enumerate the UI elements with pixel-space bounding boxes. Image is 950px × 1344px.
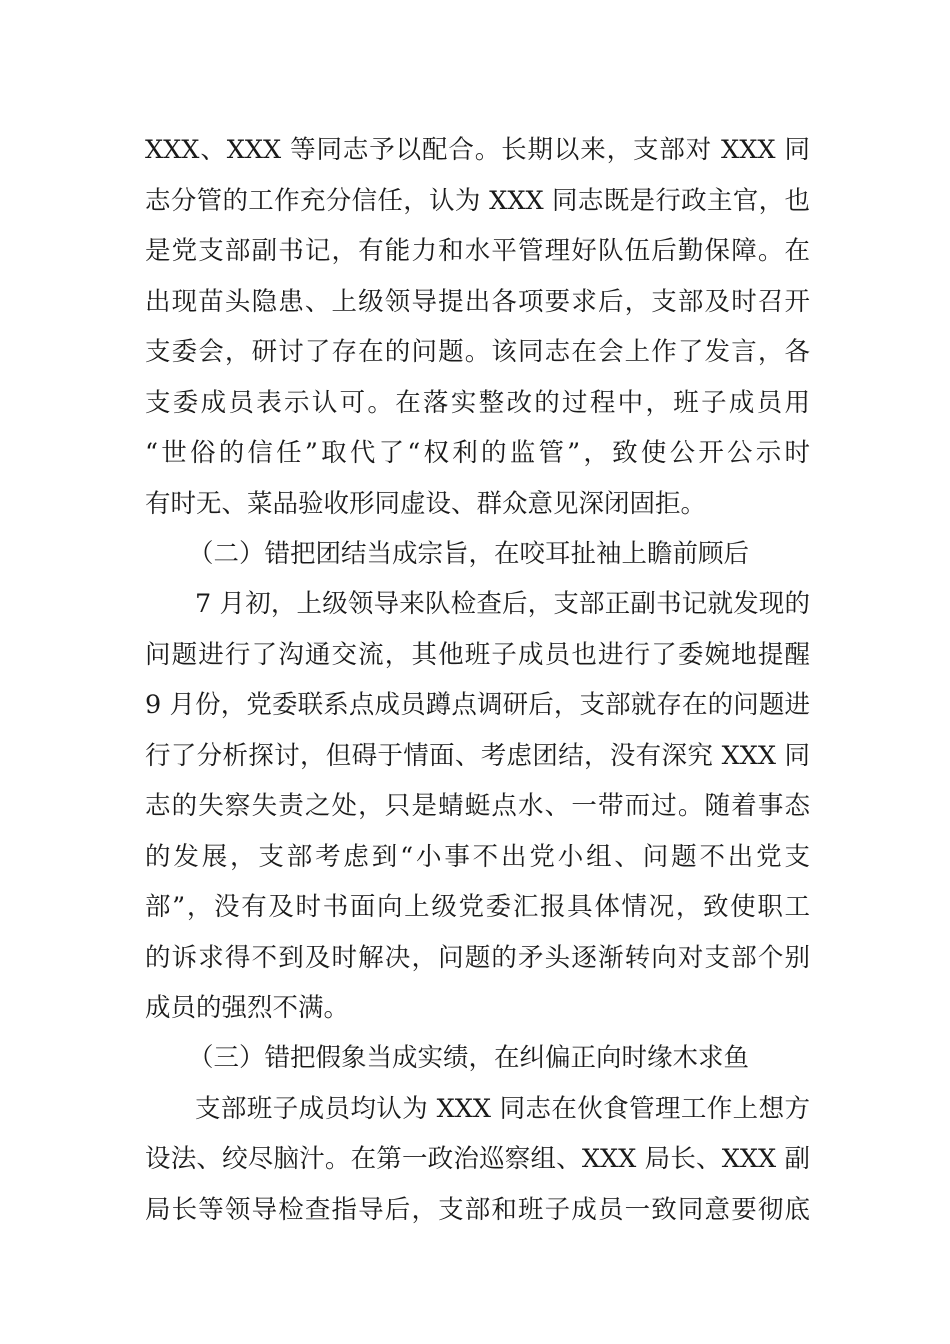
paragraph-line: 9 月份，党委联系点成员蹲点调研后，支部就存在的问题进 bbox=[145, 690, 810, 720]
paragraph-line: 志的失察失责之处，只是蜻蜓点水、一带而过。随着事态 bbox=[145, 791, 810, 821]
paragraph-line: 是党支部副书记，有能力和水平管理好队伍后勤保障。在 bbox=[145, 236, 810, 266]
paragraph-line: 的诉求得不到及时解决，问题的矛头逐渐转向对支部个别 bbox=[145, 943, 810, 973]
paragraph-line: 有时无、菜品验收形同虚设、群众意见深闭固拒。 bbox=[145, 489, 707, 519]
paragraph-line: 部”，没有及时书面向上级党委汇报具体情况，致使职工 bbox=[145, 892, 810, 922]
paragraph-line: 行了分析探讨，但碍于情面、考虑团结，没有深究 XXX 同 bbox=[145, 741, 810, 771]
paragraph-line: 支部班子成员均认为 XXX 同志在伙食管理工作上想方 bbox=[195, 1094, 810, 1124]
paragraph-line: 局长等领导检查指导后，支部和班子成员一致同意要彻底 bbox=[145, 1195, 810, 1225]
paragraph-line: 设法、绞尽脑汁。在第一政治巡察组、XXX 局长、XXX 副 bbox=[145, 1144, 810, 1174]
paragraph-line: 支委会，研讨了存在的问题。该同志在会上作了发言，各 bbox=[145, 337, 810, 367]
section-heading-3: （三）错把假象当成实绩，在纠偏正向时缘木求鱼 bbox=[188, 1043, 750, 1073]
paragraph-line: XXX、XXX 等同志予以配合。长期以来，支部对 XXX 同 bbox=[145, 135, 810, 165]
paragraph-line: “世俗的信任”取代了“权利的监管”，致使公开公示时 bbox=[145, 438, 810, 468]
paragraph-line: 成员的强烈不满。 bbox=[145, 993, 350, 1023]
paragraph-line: 问题进行了沟通交流，其他班子成员也进行了委婉地提醒 bbox=[145, 640, 810, 670]
paragraph-line: 支委成员表示认可。在落实整改的过程中，班子成员用 bbox=[145, 388, 810, 418]
paragraph-line: 出现苗头隐患、上级领导提出各项要求后，支部及时召开 bbox=[145, 287, 810, 317]
paragraph-line: 7 月初，上级领导来队检查后，支部正副书记就发现的 bbox=[195, 589, 810, 619]
paragraph-line: 志分管的工作充分信任，认为 XXX 同志既是行政主官，也 bbox=[145, 186, 810, 216]
paragraph-line: 的发展，支部考虑到“小事不出党小组、问题不出党支 bbox=[145, 842, 810, 872]
section-heading-2: （二）错把团结当成宗旨，在咬耳扯袖上瞻前顾后 bbox=[188, 539, 750, 569]
